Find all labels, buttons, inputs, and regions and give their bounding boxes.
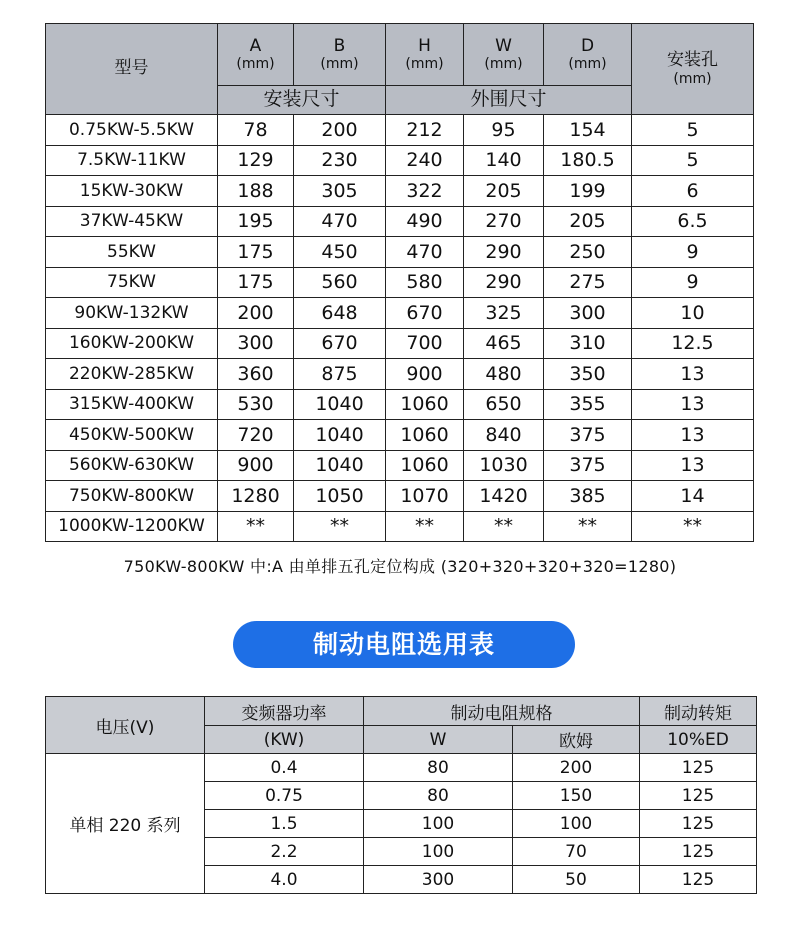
footnote: 750KW-800KW 中:A 由单排五孔定位构成 (320+320+320+320=1280) bbox=[123, 557, 677, 576]
table-row bbox=[46, 328, 754, 359]
model-cell: 90KW-132KW bbox=[46, 298, 218, 329]
cell-h: 1060 bbox=[386, 450, 464, 481]
cell-h: 470 bbox=[386, 237, 464, 268]
cell-b: 1040 bbox=[294, 420, 386, 451]
cell-w: 290 bbox=[464, 267, 544, 298]
group-outer-header: 外围尺寸 bbox=[386, 86, 632, 115]
table-row bbox=[46, 420, 754, 451]
cell-h: 322 bbox=[386, 176, 464, 207]
torque-unit-header: 10%ED bbox=[640, 726, 757, 754]
cell-hole: 9 bbox=[632, 237, 754, 268]
cell-a: 720 bbox=[218, 420, 294, 451]
cell-h: ** bbox=[386, 511, 464, 542]
power-cell: 4.0 bbox=[205, 866, 364, 894]
power-cell: 1.5 bbox=[205, 810, 364, 838]
cell-a: 300 bbox=[218, 328, 294, 359]
cell-d: 310 bbox=[544, 328, 632, 359]
cell-b: 1040 bbox=[294, 389, 386, 420]
table-row bbox=[46, 511, 754, 542]
cell-hole: 6.5 bbox=[632, 206, 754, 237]
cell-hole: 5 bbox=[632, 145, 754, 176]
cell-a: 78 bbox=[218, 115, 294, 146]
cell-d: 199 bbox=[544, 176, 632, 207]
cell-a: 900 bbox=[218, 450, 294, 481]
cell-hole: 13 bbox=[632, 359, 754, 390]
cell-b: 875 bbox=[294, 359, 386, 390]
cell-w: ** bbox=[464, 511, 544, 542]
table-row bbox=[46, 176, 754, 207]
cell-h: 1070 bbox=[386, 481, 464, 512]
cell-b: 470 bbox=[294, 206, 386, 237]
cell-h: 490 bbox=[386, 206, 464, 237]
table-row bbox=[46, 298, 754, 329]
model-cell: 7.5KW-11KW bbox=[46, 145, 218, 176]
cell-a: 175 bbox=[218, 267, 294, 298]
cell-b: ** bbox=[294, 511, 386, 542]
model-cell: 560KW-630KW bbox=[46, 450, 218, 481]
model-cell: 160KW-200KW bbox=[46, 328, 218, 359]
cell-w: 205 bbox=[464, 176, 544, 207]
power-cell: 0.4 bbox=[205, 754, 364, 782]
model-header: 型号 bbox=[46, 24, 218, 115]
cell-a: 530 bbox=[218, 389, 294, 420]
col-w-letter: W bbox=[495, 35, 512, 56]
cell-d: 154 bbox=[544, 115, 632, 146]
w-cell: 100 bbox=[364, 838, 513, 866]
cell-a: 175 bbox=[218, 237, 294, 268]
cell-h: 1060 bbox=[386, 420, 464, 451]
cell-d: 180.5 bbox=[544, 145, 632, 176]
voltage-cell: 单相 220 系列 bbox=[46, 754, 205, 894]
cell-b: 200 bbox=[294, 115, 386, 146]
cell-hole: 13 bbox=[632, 450, 754, 481]
cell-hole: 5 bbox=[632, 115, 754, 146]
table-row bbox=[46, 389, 754, 420]
cell-a: ** bbox=[218, 511, 294, 542]
cell-d: ** bbox=[544, 511, 632, 542]
cell-b: 230 bbox=[294, 145, 386, 176]
cell-hole: 10 bbox=[632, 298, 754, 329]
cell-d: 385 bbox=[544, 481, 632, 512]
cell-w: 840 bbox=[464, 420, 544, 451]
cell-h: 212 bbox=[386, 115, 464, 146]
ohm-cell: 200 bbox=[513, 754, 640, 782]
cell-d: 275 bbox=[544, 267, 632, 298]
table-row bbox=[46, 237, 754, 268]
table-row bbox=[46, 206, 754, 237]
cell-w: 650 bbox=[464, 389, 544, 420]
cell-hole: ** bbox=[632, 511, 754, 542]
table-row bbox=[46, 754, 757, 782]
torque-cell: 125 bbox=[640, 838, 757, 866]
w-cell: 100 bbox=[364, 810, 513, 838]
col-h-header bbox=[386, 24, 464, 86]
dimension-table bbox=[45, 23, 754, 542]
ohm-cell: 100 bbox=[513, 810, 640, 838]
cell-a: 360 bbox=[218, 359, 294, 390]
resistor-w-header: W bbox=[364, 726, 513, 754]
power-cell: 2.2 bbox=[205, 838, 364, 866]
col-h-letter: H bbox=[418, 35, 431, 56]
ohm-cell: 50 bbox=[513, 866, 640, 894]
model-cell: 750KW-800KW bbox=[46, 481, 218, 512]
table-row bbox=[46, 359, 754, 390]
torque-cell: 125 bbox=[640, 782, 757, 810]
cell-w: 140 bbox=[464, 145, 544, 176]
cell-d: 350 bbox=[544, 359, 632, 390]
w-cell: 80 bbox=[364, 782, 513, 810]
cell-a: 1280 bbox=[218, 481, 294, 512]
cell-w: 270 bbox=[464, 206, 544, 237]
cell-w: 1420 bbox=[464, 481, 544, 512]
group-install-header: 安装尺寸 bbox=[218, 86, 386, 115]
cell-w: 290 bbox=[464, 237, 544, 268]
table-row bbox=[46, 450, 754, 481]
cell-b: 305 bbox=[294, 176, 386, 207]
w-cell: 80 bbox=[364, 754, 513, 782]
cell-h: 580 bbox=[386, 267, 464, 298]
cell-d: 205 bbox=[544, 206, 632, 237]
cell-w: 480 bbox=[464, 359, 544, 390]
model-cell: 315KW-400KW bbox=[46, 389, 218, 420]
ohm-cell: 70 bbox=[513, 838, 640, 866]
torque-cell: 125 bbox=[640, 866, 757, 894]
cell-a: 200 bbox=[218, 298, 294, 329]
power-unit-header: (KW) bbox=[205, 726, 364, 754]
cell-b: 670 bbox=[294, 328, 386, 359]
cell-h: 1060 bbox=[386, 389, 464, 420]
power-header: 变频器功率 bbox=[205, 697, 364, 726]
model-cell: 55KW bbox=[46, 237, 218, 268]
cell-hole: 13 bbox=[632, 420, 754, 451]
cell-d: 375 bbox=[544, 420, 632, 451]
torque-header: 制动转矩 bbox=[640, 697, 757, 726]
model-cell: 450KW-500KW bbox=[46, 420, 218, 451]
torque-cell: 125 bbox=[640, 810, 757, 838]
resistor-ohm-header: 欧姆 bbox=[513, 726, 640, 754]
col-d-unit: (mm) bbox=[568, 56, 607, 73]
hole-header bbox=[632, 24, 754, 115]
cell-hole: 6 bbox=[632, 176, 754, 207]
cell-d: 375 bbox=[544, 450, 632, 481]
hole-header-label: 安装孔 bbox=[667, 50, 718, 71]
col-h-unit: (mm) bbox=[405, 56, 444, 73]
cell-a: 195 bbox=[218, 206, 294, 237]
col-d-letter: D bbox=[580, 35, 595, 56]
table-row bbox=[46, 481, 754, 512]
cell-hole: 14 bbox=[632, 481, 754, 512]
w-cell: 300 bbox=[364, 866, 513, 894]
brake-resistor-table bbox=[45, 696, 757, 894]
cell-hole: 12.5 bbox=[632, 328, 754, 359]
hole-header-unit: (mm) bbox=[673, 70, 712, 87]
col-a-header bbox=[218, 24, 294, 86]
cell-b: 560 bbox=[294, 267, 386, 298]
resistor-spec-header: 制动电阻规格 bbox=[364, 697, 640, 726]
col-a-letter: A bbox=[249, 35, 262, 56]
cell-w: 465 bbox=[464, 328, 544, 359]
cell-b: 1050 bbox=[294, 481, 386, 512]
cell-d: 300 bbox=[544, 298, 632, 329]
model-cell: 75KW bbox=[46, 267, 218, 298]
model-cell: 37KW-45KW bbox=[46, 206, 218, 237]
cell-h: 240 bbox=[386, 145, 464, 176]
cell-w: 95 bbox=[464, 115, 544, 146]
cell-a: 129 bbox=[218, 145, 294, 176]
table-row bbox=[46, 267, 754, 298]
section-banner: 制动电阻选用表 bbox=[233, 621, 575, 668]
table-row bbox=[46, 115, 754, 146]
cell-h: 670 bbox=[386, 298, 464, 329]
cell-w: 1030 bbox=[464, 450, 544, 481]
col-d-header bbox=[544, 24, 632, 86]
model-cell: 220KW-285KW bbox=[46, 359, 218, 390]
cell-w: 325 bbox=[464, 298, 544, 329]
ohm-cell: 150 bbox=[513, 782, 640, 810]
power-cell: 0.75 bbox=[205, 782, 364, 810]
cell-h: 700 bbox=[386, 328, 464, 359]
cell-b: 648 bbox=[294, 298, 386, 329]
cell-h: 900 bbox=[386, 359, 464, 390]
cell-a: 188 bbox=[218, 176, 294, 207]
col-b-unit: (mm) bbox=[320, 56, 359, 73]
col-b-letter: B bbox=[333, 35, 346, 56]
model-cell: 1000KW-1200KW bbox=[46, 511, 218, 542]
cell-b: 1040 bbox=[294, 450, 386, 481]
model-cell: 15KW-30KW bbox=[46, 176, 218, 207]
cell-hole: 9 bbox=[632, 267, 754, 298]
cell-d: 355 bbox=[544, 389, 632, 420]
col-w-header bbox=[464, 24, 544, 86]
voltage-header: 电压(V) bbox=[46, 697, 205, 754]
cell-b: 450 bbox=[294, 237, 386, 268]
table-row bbox=[46, 145, 754, 176]
col-a-unit: (mm) bbox=[236, 56, 275, 73]
torque-cell: 125 bbox=[640, 754, 757, 782]
col-b-header bbox=[294, 24, 386, 86]
model-cell: 0.75KW-5.5KW bbox=[46, 115, 218, 146]
cell-hole: 13 bbox=[632, 389, 754, 420]
cell-d: 250 bbox=[544, 237, 632, 268]
col-w-unit: (mm) bbox=[484, 56, 523, 73]
